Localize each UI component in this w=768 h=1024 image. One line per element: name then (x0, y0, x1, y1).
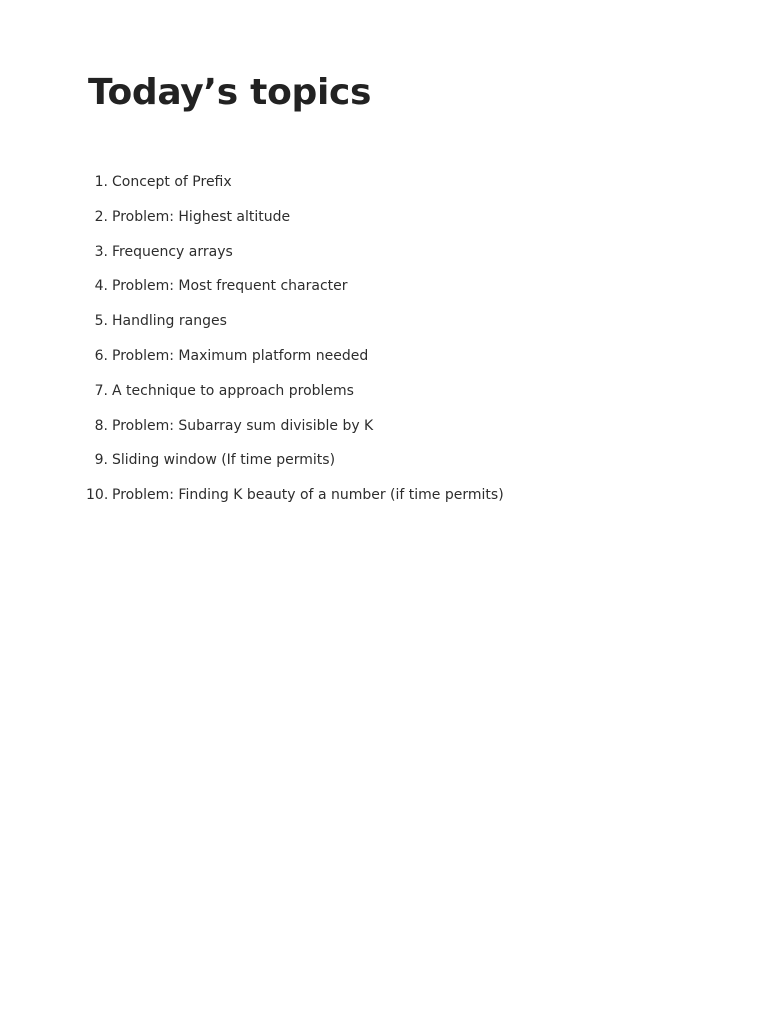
list-item-number: 1. (94, 174, 108, 190)
list-item-number: 7. (94, 382, 108, 399)
list-item-text: Problem: Finding K beauty of a number (if time permits) (112, 487, 504, 504)
topics-list (86, 172, 504, 520)
list-item-number: 2. (94, 208, 108, 225)
list-item (86, 172, 504, 207)
list-item-number: 10. (86, 487, 109, 504)
list-item (86, 485, 504, 520)
list-item-text: Sliding window (If time permits) (112, 452, 336, 469)
list-item (86, 450, 504, 485)
list-item-text: Problem: Most frequent character (112, 278, 348, 295)
list-item-number: 8. (94, 417, 108, 434)
list-item (86, 207, 504, 242)
list-item (86, 381, 504, 416)
list-item (86, 242, 504, 277)
list-item-number: 9. (94, 452, 108, 469)
list-item (86, 276, 504, 311)
list-item-number: 5. (94, 313, 108, 330)
list-item-text: A technique to approach problems (112, 382, 354, 399)
list-item-text: Problem: Subarray sum divisible by K (112, 417, 374, 434)
list-item-number: 4. (94, 278, 108, 295)
list-item-number: 3. (94, 243, 108, 260)
list-item-text: Handling ranges (112, 313, 227, 330)
list-item-text: Frequency arrays (112, 243, 233, 260)
list-item-text: Concept of Prefix (112, 174, 232, 190)
list-item (86, 311, 504, 346)
list-item-text: Problem: Highest altitude (112, 208, 291, 225)
list-item-number: 6. (94, 347, 108, 364)
list-item (86, 416, 504, 451)
list-item-text: Problem: Maximum platform needed (112, 347, 369, 364)
list-item (86, 346, 504, 381)
page-title: Today’s topics (88, 72, 372, 113)
